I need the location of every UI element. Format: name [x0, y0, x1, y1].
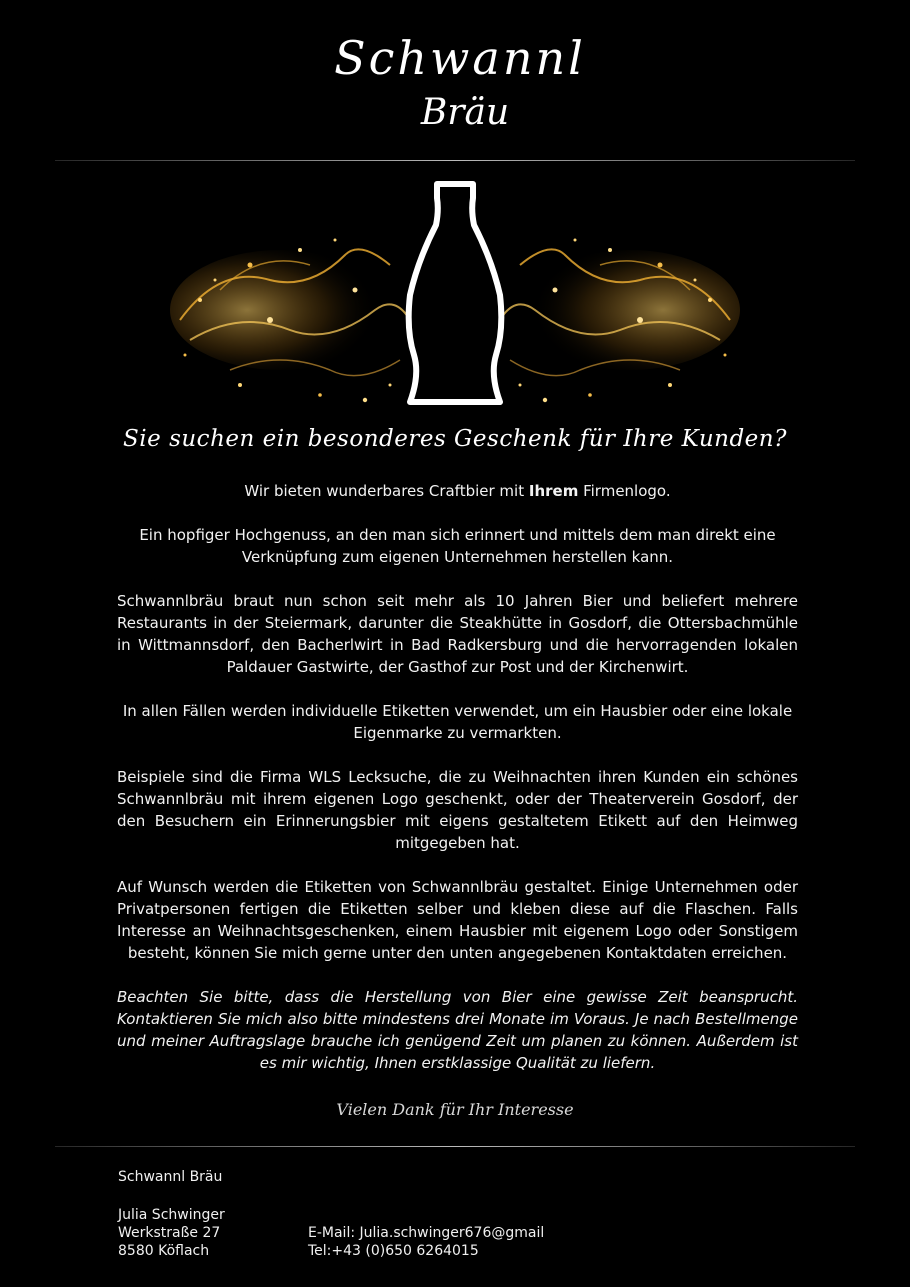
paragraph-1: Ein hopfiger Hochgenuss, an den man sich erinnert und mittels dem man direkt eine Verknüpfung zum eigenen Unternehmen herstellen kann. — [139, 526, 776, 566]
beer-bottle-splash-icon — [160, 170, 750, 425]
paragraph-4: Beispiele sind die Firma WLS Lecksuche, die zu Weihnachten ihren Kunden ein schönes Schwannlbräu mit ihrem eigenen Logo geschenkt, oder der Theaterverein Gosdorf, der den Besuchern ein Erinnerungsbier mit eigens gestaltetem Etikett auf den Heimweg mitgegeben hat. — [117, 768, 798, 852]
splash-left — [170, 239, 410, 403]
top-divider — [55, 160, 855, 161]
headline: Sie suchen ein besonderes Geschenk für Ihre Kunden? — [123, 426, 787, 452]
body-text — [117, 480, 798, 1096]
footer-street: Werkstraße 27 — [118, 1225, 221, 1241]
footer-city: 8580 Köflach — [118, 1243, 210, 1259]
brand-logo-line1: Schwannl — [334, 31, 586, 85]
intro-bold: Ihrem — [528, 482, 579, 500]
brand-logo-line2: Bräu — [420, 92, 510, 133]
intro-after: Firmenlogo. — [578, 482, 671, 500]
intro-before: Wir bieten wunderbares Craftbier mit — [244, 482, 529, 500]
brand-logo — [330, 28, 590, 148]
paragraph-5: Auf Wunsch werden die Etiketten von Schwannlbräu gestaltet. Einige Unternehmen oder Privatpersonen fertigen die Etiketten selber und kleben diese auf die Flaschen. Falls Interesse an Weihnachtsgeschenken, einem Hausbier mit eigenem Logo oder Sonstigem besteht, können Sie mich gerne unter den unten angegebenen Kontaktdaten erreichen. — [117, 878, 798, 962]
intro-paragraph — [117, 480, 798, 502]
splash-right — [500, 239, 740, 403]
bottom-divider — [55, 1146, 855, 1147]
footer-company: Schwannl Bräu — [118, 1169, 223, 1185]
footer-phone[interactable]: Tel:+43 (0)650 6264015 — [308, 1243, 479, 1259]
paragraph-6: Beachten Sie bitte, dass die Herstellung von Bier eine gewisse Zeit beansprucht. Kontaktieren Sie mich also bitte mindestens drei Monate im Voraus. Je nach Bestellmenge und meiner Auftragslage brauche ich genügend Zeit um planen zu können. Außerdem ist es mir wichtig, Ihnen erstklassige Qualität zu liefern. — [117, 988, 798, 1072]
paragraph-2: Schwannlbräu braut nun schon seit mehr als 10 Jahren Bier und beliefert mehrere Restaurants in der Steiermark, darunter die Steakhütte in Gosdorf, die Ottersbachmühle in Wittmannsdorf, den Bacherlwirt in Bad Radkersburg und die hervorragenden lokalen Paldauer Gastwirte, der Gasthof zur Post und der Kirchenwirt. — [117, 592, 798, 676]
footer-email[interactable]: E-Mail: Julia.schwinger676@gmail — [308, 1225, 545, 1241]
beer-bottle-outline — [409, 184, 502, 402]
footer-name: Julia Schwinger — [118, 1207, 225, 1223]
thanks-note: Vielen Dank für Ihr Interesse — [336, 1100, 574, 1119]
paragraph-3: In allen Fällen werden individuelle Etiketten verwendet, um ein Hausbier oder eine lokale Eigenmarke zu vermarkten. — [122, 702, 793, 742]
